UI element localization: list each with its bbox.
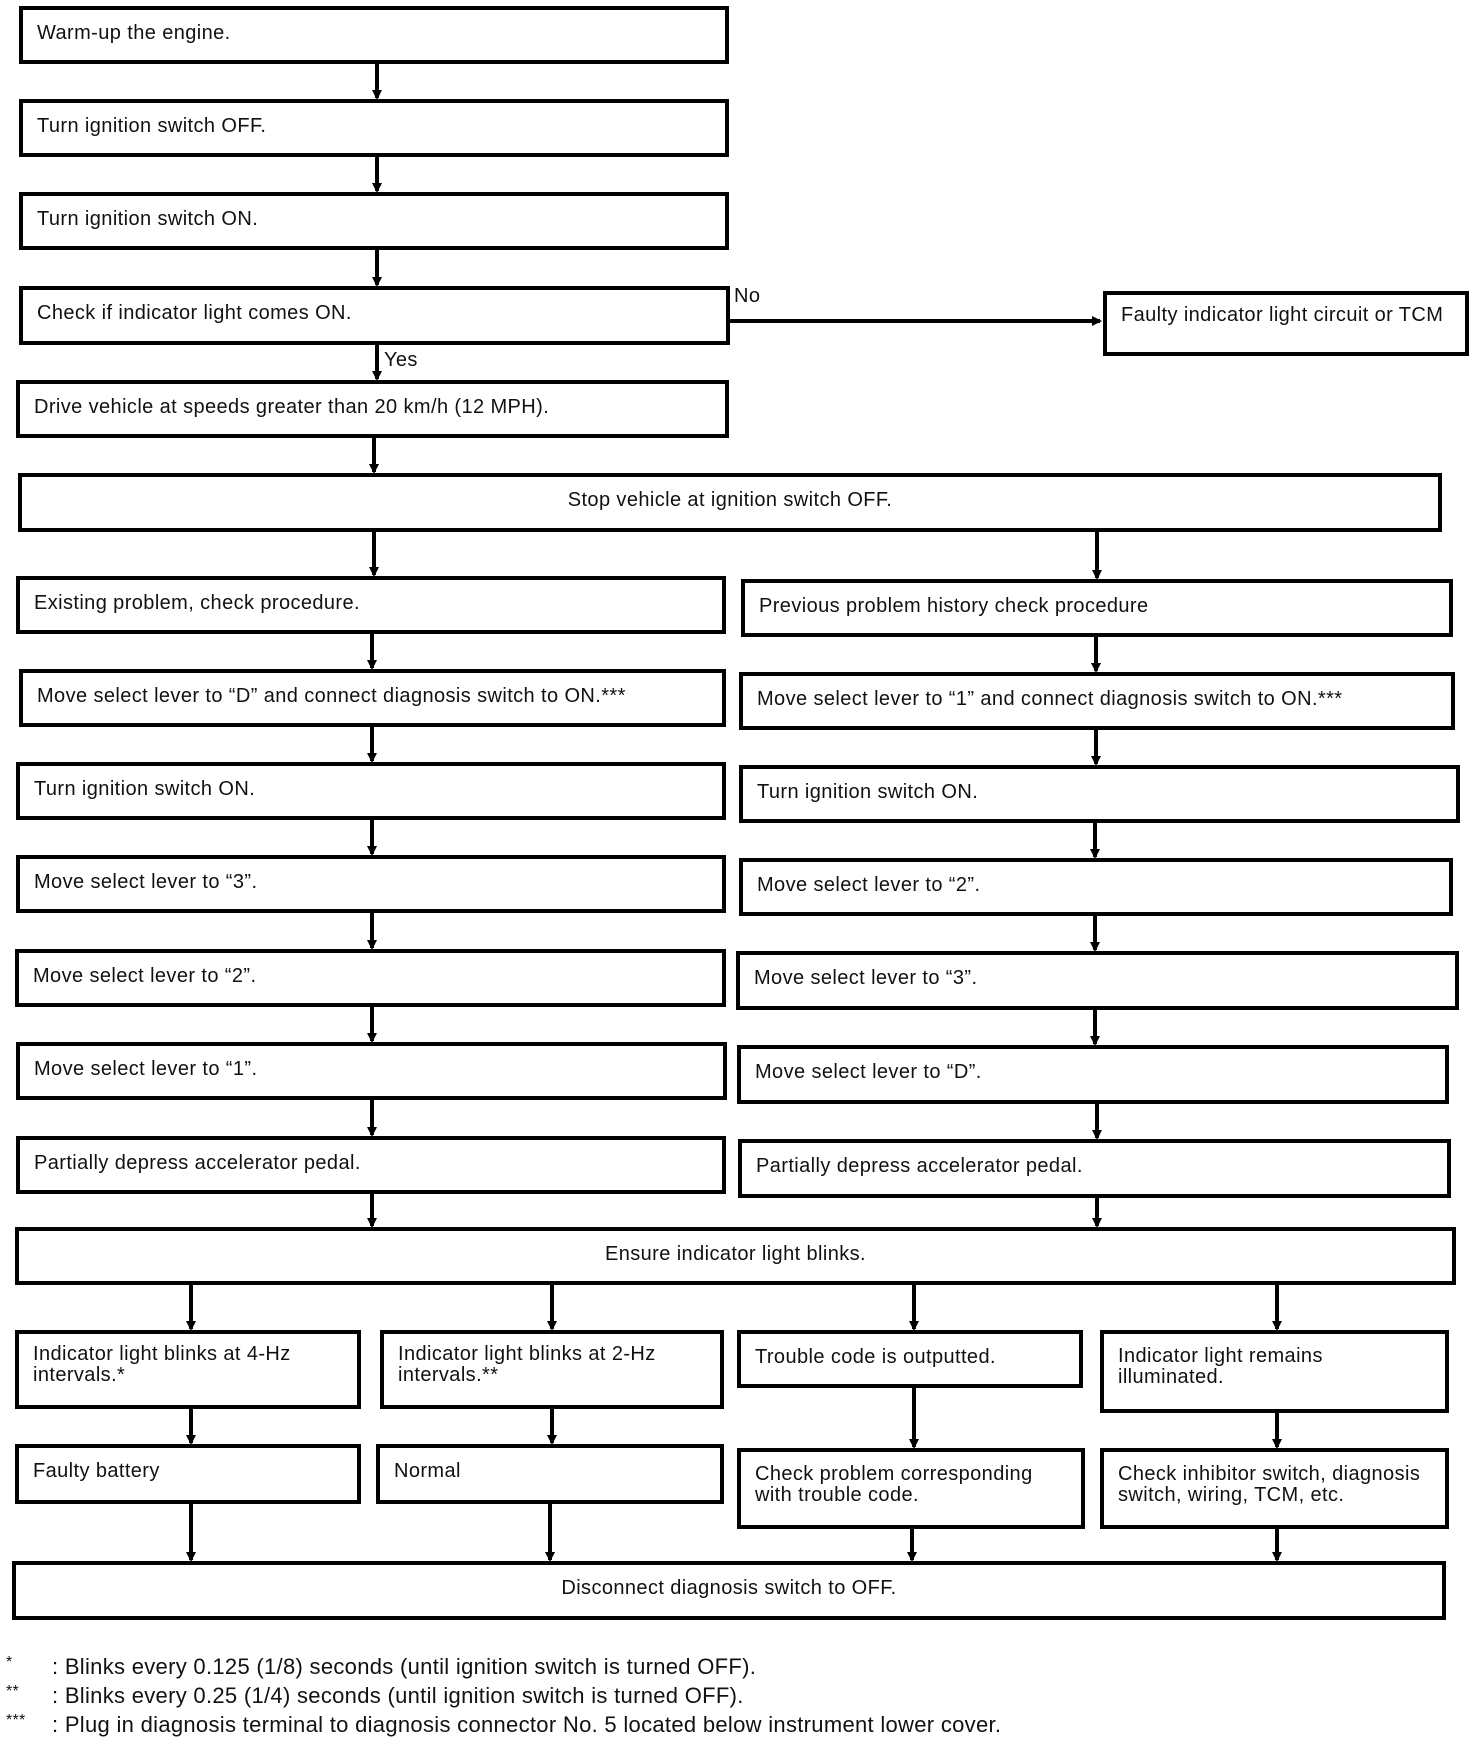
left-lever-3-text: Move select lever to “3”. <box>34 871 258 893</box>
left-select-d-text: Move select lever to “D” and connect diagnosis switch to ON.*** <box>37 685 626 707</box>
right-select-1-text: Move select lever to “1” and connect diagnosis switch to ON.*** <box>757 688 1343 710</box>
right-accelerator-pedal <box>738 1139 1451 1198</box>
right-lever-2-text: Move select lever to “2”. <box>757 874 981 896</box>
right-lever-3-text: Move select lever to “3”. <box>754 967 978 989</box>
step-ensure-blinks-text: Ensure indicator light blinks. <box>604 1243 866 1265</box>
left-lever-2-text: Move select lever to “2”. <box>33 965 257 987</box>
right-previous-problem <box>741 579 1453 637</box>
outcome-check-trouble-code <box>737 1448 1085 1529</box>
step-drive <box>16 380 729 438</box>
step-ignition-off <box>19 99 729 157</box>
left-accelerator-pedal <box>16 1136 726 1194</box>
outcome-check-inhibitor-text: Check inhibitor switch, diagnosis switch, wiring, TCM, etc. <box>1118 1463 1421 1506</box>
left-ignition-on <box>16 762 726 820</box>
step-disconnect-switch <box>12 1561 1446 1620</box>
left-lever-1 <box>16 1042 727 1100</box>
footnote-3 <box>6 1710 1001 1739</box>
right-select-1 <box>739 672 1455 730</box>
step-warmup <box>19 6 729 64</box>
result-trouble-code-text: Trouble code is outputted. <box>755 1346 996 1368</box>
yes-branch-label: Yes <box>384 349 418 371</box>
left-ignition-on-text: Turn ignition switch ON. <box>34 778 256 800</box>
left-existing-problem <box>16 576 726 634</box>
step-stop-vehicle-text: Stop vehicle at ignition switch OFF. <box>567 489 893 511</box>
right-accelerator-pedal-text: Partially depress accelerator pedal. <box>756 1155 1083 1177</box>
step-ignition-on-text: Turn ignition switch ON. <box>37 208 259 230</box>
step-warmup-text: Warm-up the engine. <box>37 22 231 44</box>
right-ignition-on-text: Turn ignition switch ON. <box>757 781 979 803</box>
right-lever-d-text: Move select lever to “D”. <box>755 1061 982 1083</box>
footnote-3-text: : Plug in diagnosis terminal to diagnosis connector No. 5 located below instrument lower cover. <box>52 1712 1002 1737</box>
footnote-1-mark: * <box>6 1654 13 1671</box>
footnote-3-mark: *** <box>6 1712 26 1729</box>
result-blink-2hz <box>380 1330 724 1409</box>
step-ignition-on <box>19 192 729 250</box>
footnote-2 <box>6 1681 1001 1710</box>
outcome-normal-text: Normal <box>394 1460 461 1482</box>
decision-indicator-light <box>19 286 730 345</box>
step-ensure-blinks <box>15 1227 1456 1285</box>
result-trouble-code <box>737 1330 1083 1388</box>
step-stop-vehicle <box>18 473 1442 532</box>
left-accelerator-pedal-text: Partially depress accelerator pedal. <box>34 1152 361 1174</box>
outcome-faulty-battery <box>15 1444 361 1504</box>
right-ignition-on <box>739 765 1460 823</box>
outcome-faulty-battery-text: Faulty battery <box>33 1460 160 1482</box>
left-lever-3 <box>16 855 726 913</box>
footnote-1 <box>6 1652 1001 1681</box>
outcome-check-inhibitor <box>1100 1448 1449 1529</box>
left-lever-2 <box>15 949 726 1007</box>
result-faulty-circuit-text: Faulty indicator light circuit or TCM <box>1121 304 1444 326</box>
footnote-2-text: : Blinks every 0.25 (1/4) seconds (until ignition switch is turned OFF). <box>52 1683 744 1708</box>
result-light-remains <box>1100 1330 1449 1413</box>
left-existing-problem-text: Existing problem, check procedure. <box>34 592 360 614</box>
right-lever-d <box>737 1045 1449 1104</box>
right-lever-2 <box>739 858 1453 916</box>
footnotes <box>6 1652 1001 1739</box>
outcome-normal <box>376 1444 724 1504</box>
step-disconnect-switch-text: Disconnect diagnosis switch to OFF. <box>561 1577 897 1599</box>
step-ignition-off-text: Turn ignition switch OFF. <box>37 115 267 137</box>
left-lever-1-text: Move select lever to “1”. <box>34 1058 258 1080</box>
footnote-2-mark: ** <box>6 1683 20 1700</box>
result-blink-2hz-text: Indicator light blinks at 2-Hz intervals.** <box>398 1343 656 1386</box>
right-previous-problem-text: Previous problem history check procedure <box>759 595 1149 617</box>
result-light-remains-text: Indicator light remains illuminated. <box>1118 1345 1323 1388</box>
step-drive-text: Drive vehicle at speeds greater than 20 km/h (12 MPH). <box>34 396 550 418</box>
result-blink-4hz <box>15 1330 361 1409</box>
left-select-d <box>19 669 726 727</box>
result-faulty-circuit <box>1103 291 1469 356</box>
footnote-1-text: : Blinks every 0.125 (1/8) seconds (until ignition switch is turned OFF). <box>52 1654 757 1679</box>
no-branch-label: No <box>734 285 761 307</box>
result-blink-4hz-text: Indicator light blinks at 4-Hz intervals.* <box>33 1343 291 1386</box>
right-lever-3 <box>736 951 1459 1010</box>
outcome-check-trouble-code-text: Check problem corresponding with trouble code. <box>755 1463 1033 1506</box>
decision-indicator-light-text: Check if indicator light comes ON. <box>37 302 352 324</box>
